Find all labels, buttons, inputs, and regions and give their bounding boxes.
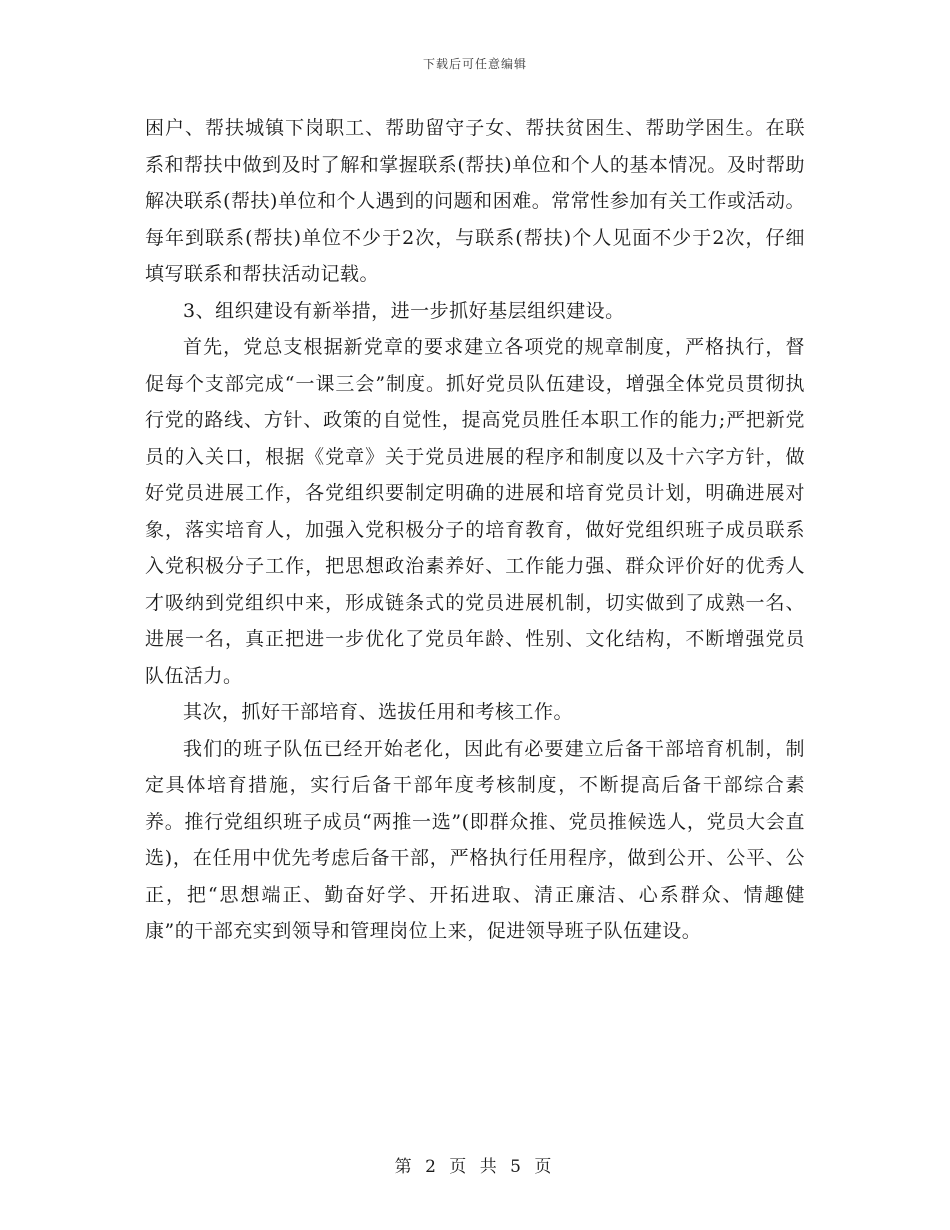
page-header: 下载后可任意编辑: [422, 57, 527, 71]
sub-heading: 其次，抓好干部培育、选拔任用和考核工作。: [183, 701, 574, 723]
page-number: 第 2 页 共 5 页: [394, 1157, 556, 1177]
section-heading: 3、组织建设有新举措，进一步抓好基层组织建设。: [183, 299, 625, 322]
paragraph-cadre: 我们的班子队伍已经开始老化，因此有必要建立后备干部培育机制，制定具体培育措施，实行后备干部年度考核制度，不断提高后备干部综合素养。推行党组织班子成员“两推一选”(即群众推、党员推候选人，党员大会直选)，在任用中优先考虑后备干部，严格执行任用程序，做到公开、公平、公正，把“思想端正、勤奋好学、开拓进取、清正廉洁、心系群众、情趣健康”的干部充实到领导和管理岗位上来，促进领导班子队伍建设。: [145, 737, 805, 942]
document-body: [145, 110, 805, 950]
paragraph-continuation: 困户、帮扶城镇下岗职工、帮助留守子女、帮扶贫困生、帮助学困生。在联系和帮扶中做到及时了解和掌握联系(帮扶)单位和个人的基本情况。及时帮助解决联系(帮扶)单位和个人遇到的问题和困难。常常性参加有关工作或活动。每年到联系(帮扶)单位不少于2次，与联系(帮扶)个人见面不少于2次，仔细填写联系和帮扶活动记载。: [145, 117, 805, 285]
paragraph-first: 首先，党总支根据新党章的要求建立各项党的规章制度，严格执行，督促每个支部完成“一课三会”制度。抓好党员队伍建设，增强全体党员贯彻执行党的路线、方针、政策的自觉性，提高党员胜任本职工作的能力;严把新党员的入关口，根据《党章》关于党员进展的程序和制度以及十六字方针，做好党员进展工作，各党组织要制定明确的进展和培育党员计划，明确进展对象，落实培育人，加强入党积极分子的培育教育，做好党组织班子成员联系入党积极分子工作，把思想政治素养好、工作能力强、群众评价好的优秀人才吸纳到党组织中来，形成链条式的党员进展机制，切实做到了成熟一名、进展一名，真正把进一步优化了党员年龄、性别、文化结构，不断增强党员队伍活力。: [145, 336, 805, 687]
